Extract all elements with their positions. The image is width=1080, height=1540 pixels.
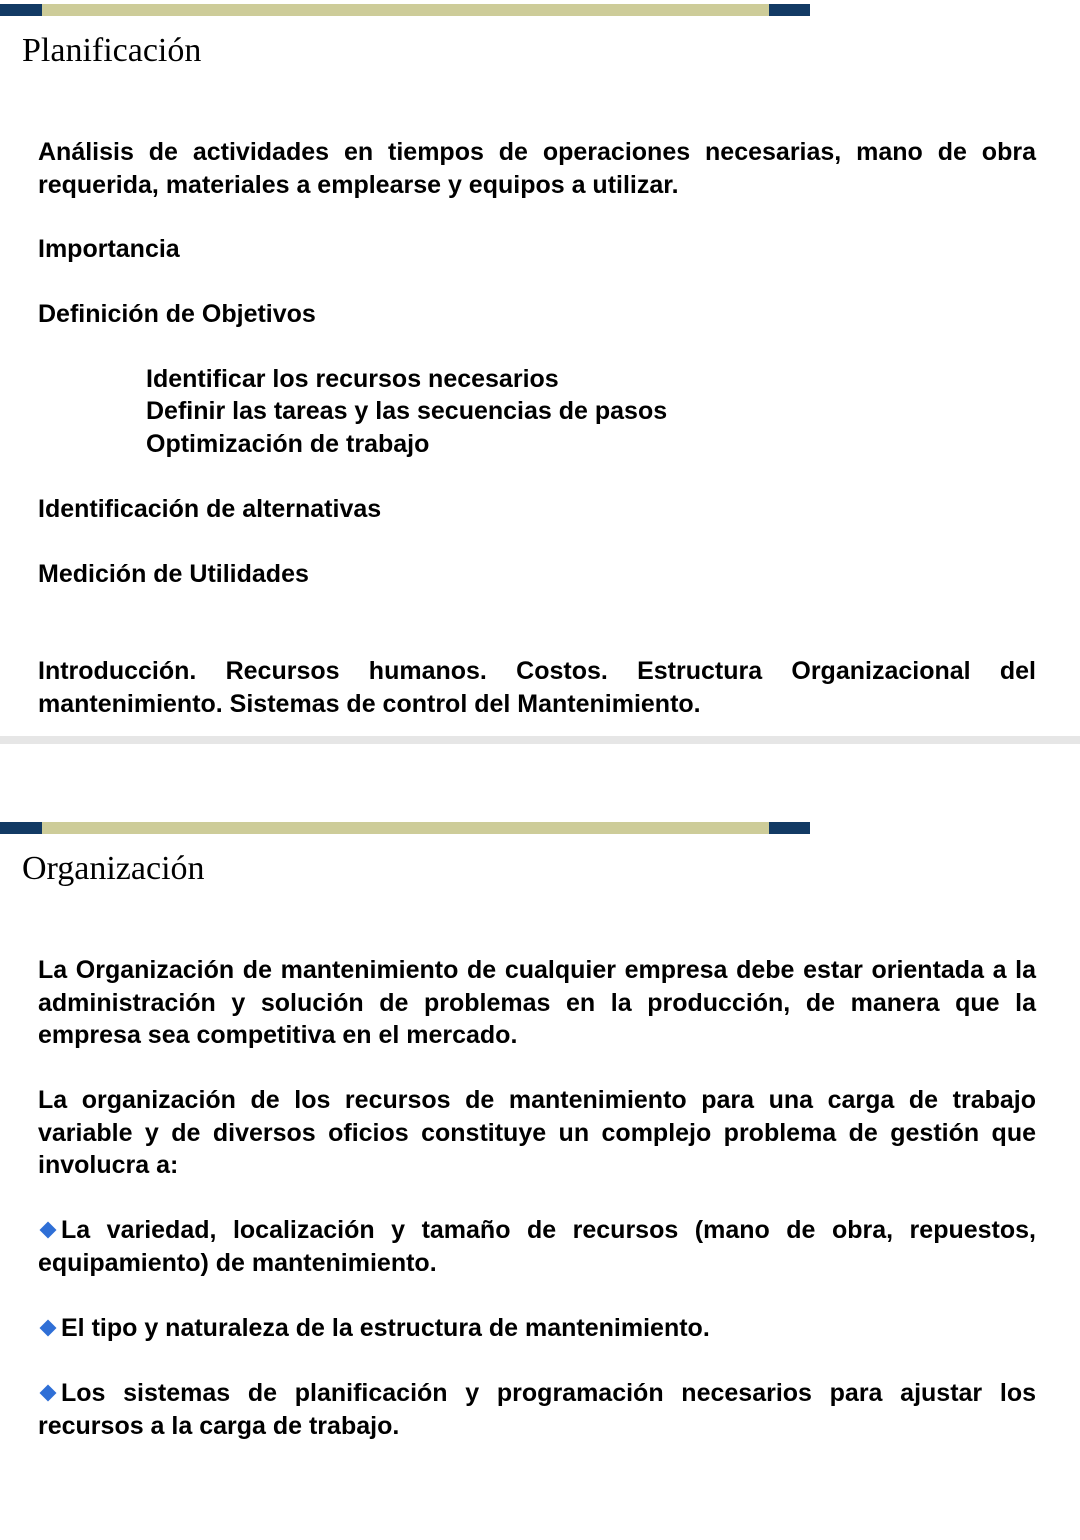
heading-identificacion: Identificación de alternativas: [38, 495, 382, 523]
bullet-text: La variedad, localización y tamaño de recursos (mano de obra, repuestos, equipamiento) de mantenimiento.: [38, 1216, 1036, 1277]
diamond-bullet-icon: [40, 1385, 57, 1402]
slide-title: Organización: [22, 850, 205, 887]
heading-medicion: Medición de Utilidades: [38, 560, 309, 588]
bullet-item: [38, 1214, 1036, 1279]
bullet-item: [38, 1377, 1036, 1442]
slide-separator: [0, 736, 1080, 744]
bullet-text: El tipo y naturaleza de la estructura de mantenimiento.: [61, 1314, 710, 1342]
title-accent-bar: [0, 822, 810, 834]
diamond-bullet-icon: [40, 1222, 57, 1239]
intro-text: Análisis de actividades en tiempos de operaciones necesarias, mano de obra requerida, materiales a emplearse y equipos a utilizar.: [38, 138, 1036, 199]
objective-item: Definir las tareas y las secuencias de pasos: [146, 397, 668, 425]
topics-footer: Introducción. Recursos humanos. Costos. Estructura Organizacional del mantenimiento. Sistemas de control del Mantenimiento.: [38, 657, 1036, 718]
heading-importancia: Importancia: [38, 235, 180, 263]
bullet-text: Los sistemas de planificación y programación necesarios para ajustar los recursos a la carga de trabajo.: [38, 1379, 1036, 1440]
paragraph-organizacion: La Organización de mantenimiento de cualquier empresa debe estar orientada a la administración y solución de problemas en la producción, de manera que la empresa sea competitiva en el mercado.: [38, 956, 1036, 1049]
slide-planificacion: [0, 0, 1080, 736]
accent-bar-left: [0, 4, 42, 16]
diamond-bullet-icon: [40, 1320, 57, 1337]
slide-title: Planificación: [22, 32, 202, 69]
accent-bar-right: [769, 822, 810, 834]
heading-definicion-objetivos: Definición de Objetivos: [38, 300, 316, 328]
bullet-item: [38, 1312, 1036, 1345]
objective-item: Identificar los recursos necesarios: [146, 365, 559, 393]
accent-bar-left: [0, 822, 42, 834]
accent-bar-middle: [42, 822, 769, 834]
objective-item: Optimización de trabajo: [146, 430, 430, 458]
paragraph-recursos: La organización de los recursos de mantenimiento para una carga de trabajo variable y de diversos oficios constituye un complejo problema de gestión que involucra a:: [38, 1086, 1036, 1179]
slide-organizacion: [0, 744, 1080, 1540]
accent-bar-right: [769, 4, 810, 16]
accent-bar-middle: [42, 4, 769, 16]
title-accent-bar: [0, 4, 810, 16]
